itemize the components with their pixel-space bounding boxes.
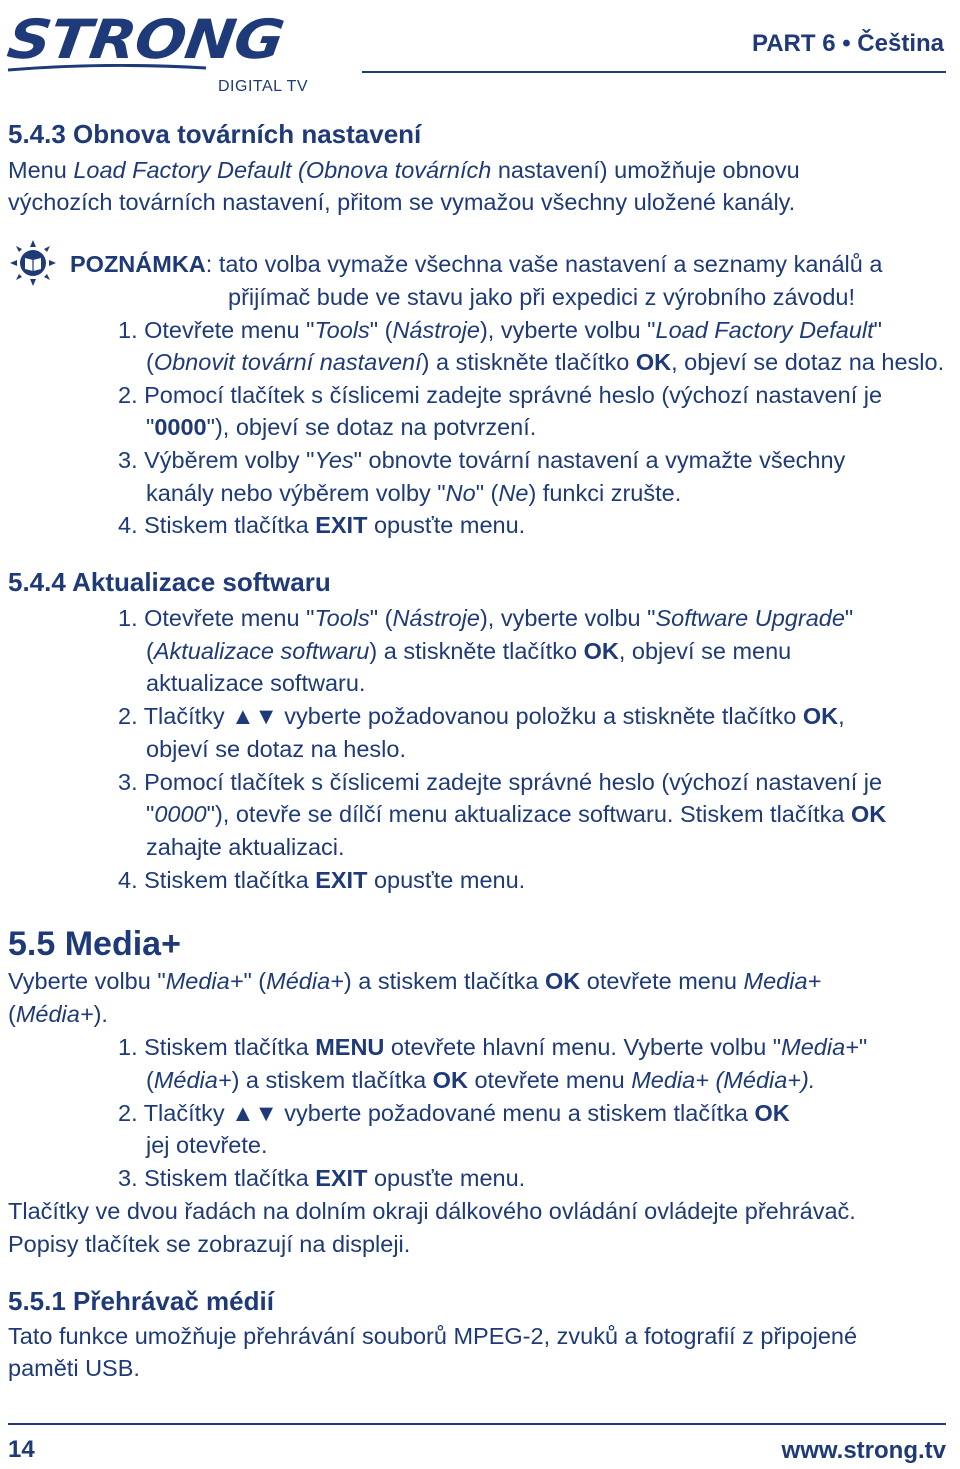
text: , objeví se dotaz na heslo. [671,349,945,375]
text: ) a stiskněte tlačítko [421,349,636,375]
s544-step-1b [146,635,791,667]
text-bold: OK [544,968,581,994]
s543-step-1b [146,346,944,378]
text-bold: OK [583,638,619,664]
text: opusťte menu. [367,1165,526,1191]
text-italic: Ne [498,480,529,506]
text: otevřete menu [580,968,744,994]
s544-step-3b [146,798,886,830]
part-label [752,30,944,58]
text-italic: Tools [314,317,370,343]
text: " ( [243,968,267,994]
section-heading-551: 5.5.1 Přehrávač médií [8,1286,274,1316]
page-number: 14 [8,1436,35,1463]
text: 2. Tlačítky [118,703,232,729]
text-italic: 0000 [154,801,207,827]
s544-step-1a [118,602,853,634]
text-bold: OK [754,1100,790,1126]
text: ) a stiskem tlačítka [343,968,545,994]
s544-step-4 [118,864,525,896]
text: vyberte požadované menu a stiskem tlačítka [277,1100,755,1126]
section-heading-543: 5.4.3 Obnova továrních nastavení [8,119,422,149]
footer-rule [8,1423,946,1425]
text-italic: Load Factory Default [655,317,874,343]
text: , objeví se menu [618,638,792,664]
s543-step-2a: 2. Pomocí tlačítek s číslicemi zadejte správné heslo (výchozí nastavení je [118,382,883,408]
text-italic: Aktualizace softwaru [153,638,370,664]
text: " [873,317,882,343]
text: ) funkci zrušte. [528,480,682,506]
page-header [0,0,960,110]
text-italic: Média+ [153,1067,232,1093]
text-bold: EXIT [315,1165,368,1191]
s55-para-line-2: Popisy tlačítek se zobrazují na displeji. [8,1231,411,1257]
s543-step-2b [146,411,536,443]
text: ), vyberte volbu " [479,317,656,343]
text: vyberte požadovanou položku a stiskněte tlačítko [277,703,803,729]
text: otevřete hlavní menu. Vyberte volbu " [384,1034,782,1060]
text: 1. Otevřete menu " [118,317,315,343]
s55-intro-line-2 [8,998,108,1030]
text: " ( [475,480,499,506]
section-heading-55: 5.5 Media+ [8,925,181,963]
text: opusťte menu. [367,867,526,893]
s55-step-1b [146,1064,815,1096]
text: , [838,703,845,729]
text: otevřete menu [467,1067,632,1093]
text: ( [146,349,154,375]
text-bold: OK [432,1067,468,1093]
up-down-arrows-icon: ▲▼ [231,1100,278,1126]
text-bold: EXIT [315,512,368,538]
text: " ( [369,317,393,343]
up-down-arrows-icon: ▲▼ [231,703,278,729]
text: "), objeví se dotaz na potvrzení. [206,414,537,440]
text-bold: 0000 [154,414,207,440]
text: ) a stiskem tlačítka [231,1067,433,1093]
text: nastavení) umožňuje obnovu [491,157,800,183]
text: ( [8,1001,16,1027]
s544-step-2a [118,700,845,732]
text: 3. Stiskem tlačítka [118,1165,316,1191]
text: " [146,414,155,440]
text: 4. Stiskem tlačítka [118,867,316,893]
text: " [844,605,854,631]
strong-logo [3,8,316,98]
text: ( [146,638,154,664]
text: " [858,1034,868,1060]
text-italic: Media+ [165,968,244,994]
text: ) a stiskněte tlačítko [369,638,584,664]
text: ), vyberte volbu " [479,605,656,631]
text: " ( [369,605,393,631]
text: " obnovte tovární nastavení a vymažte všechny [353,447,846,473]
part-number: PART 6 [751,30,836,57]
s543-step-3a [118,444,845,476]
text: 1. Otevřete menu " [118,605,315,631]
text-bold: EXIT [315,867,368,893]
text-italic: Media+ (Média+). [631,1067,816,1093]
text-italic: Media+ [743,968,822,994]
text-italic: Média+ [266,968,344,994]
s55-para-line-1: Tlačítky ve dvou řadách na dolním okraji dálkového ovládání ovládejte přehrávač. [8,1198,856,1224]
text: "), otevře se dílčí menu aktualizace softwaru. Stiskem tlačítka [206,801,852,827]
text-italic: No [445,480,476,506]
text: 2. Tlačítky [118,1100,232,1126]
text: 4. Stiskem tlačítka [118,512,316,538]
s543-step-1a [118,314,882,346]
s55-step-2b: jej otevřete. [146,1132,268,1158]
text-bold: OK [851,801,887,827]
note-line-1 [70,248,882,280]
text-italic: Yes [314,447,354,473]
logo-swoosh-icon [6,64,211,74]
text: kanály nebo výběrem volby " [146,480,446,506]
s543-intro-line-2: výchozích továrních nastavení, přitom se vymažou všechny uložené kanály. [8,189,796,215]
text-italic: Software Upgrade [655,605,845,631]
text-bold: OK [802,703,839,729]
note-book-icon [8,238,58,288]
text-bold: MENU [315,1034,385,1060]
s543-step-4 [118,509,525,541]
s543-step-3b [146,477,681,509]
text-italic: Média+ [15,1001,94,1027]
text: 3. Výběrem volby " [118,447,315,473]
text-italic: Obnovit tovární nastavení [153,349,422,375]
text-italic: Nástroje [392,605,480,631]
s551-para-line-1: Tato funkce umožňuje přehrávání souborů MPEG-2, zvuků a fotografií z připojené [8,1323,858,1349]
header-rule [362,71,946,73]
text: Menu [8,157,74,183]
section-heading-544: 5.4.4 Aktualizace softwaru [8,567,331,597]
note-line-2: přijímač bude ve stavu jako při expedici z výrobního závodu! [228,284,855,310]
s544-step-1c: aktualizace softwaru. [146,670,366,696]
s544-step-3a: 3. Pomocí tlačítek s číslicemi zadejte správné heslo (výchozí nastavení je [118,769,883,795]
text-italic: Nástroje [392,317,480,343]
text-italic: Media+ [781,1034,859,1060]
s55-step-3 [118,1162,525,1194]
text: " [146,801,155,827]
language-label: Čeština [857,30,944,57]
text-italic: Tools [314,605,370,631]
text: ( [146,1067,154,1093]
s551-para-line-2: paměti USB. [8,1355,140,1381]
text: Vyberte volbu " [8,968,166,994]
text-bold: OK [635,349,672,375]
logo-wordmark: STRONG [3,8,288,72]
s544-step-2b: objeví se dotaz na heslo. [146,736,406,762]
s55-step-2a [118,1097,790,1129]
text: 1. Stiskem tlačítka [118,1034,316,1060]
s544-step-3c: zahajte aktualizaci. [146,834,345,860]
s55-step-1a [118,1031,867,1063]
text-italic: Load Factory Default (Obnova továrních [73,157,492,183]
text: opusťte menu. [367,512,526,538]
text: : tato volba vymaže všechna vaše nastavení a seznamy kanálů a [205,251,883,277]
logo-subtitle: DIGITAL TV [218,78,309,95]
text: ). [93,1001,108,1027]
s55-intro-line-1 [8,965,821,997]
note-label: POZNÁMKA [70,251,206,277]
bullet-icon: • [842,30,858,57]
footer-url-link[interactable]: www.strong.tv [781,1437,946,1464]
s543-intro-line-1 [8,154,800,186]
